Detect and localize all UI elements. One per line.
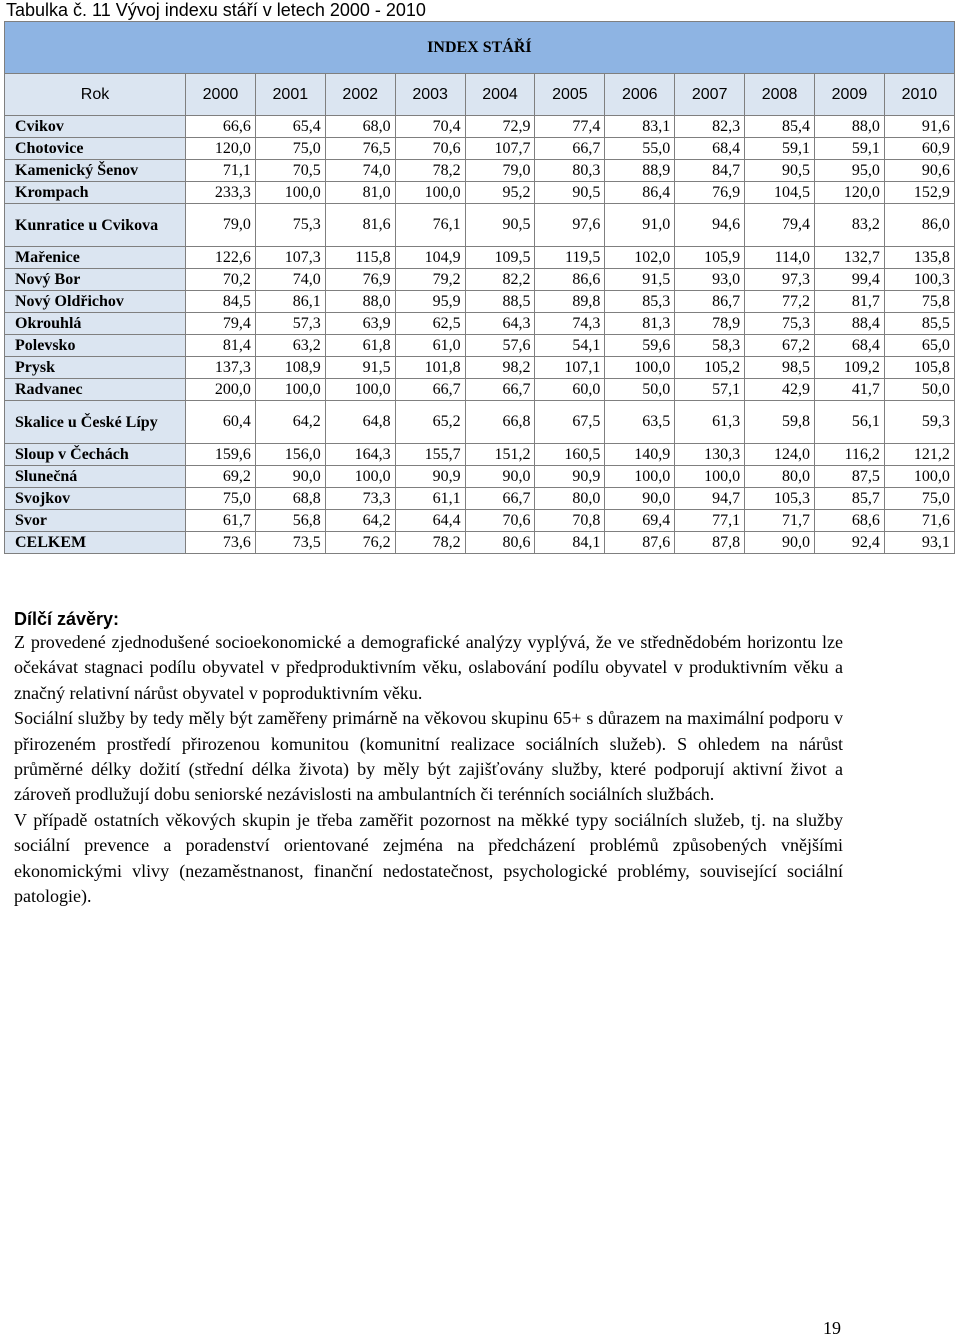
table-row (5, 532, 955, 554)
index-value-cell: 100,0 (325, 466, 395, 488)
index-value-cell: 79,0 (465, 160, 535, 182)
index-value-cell: 86,4 (605, 182, 675, 204)
index-value-cell: 81,6 (325, 204, 395, 247)
index-value-cell: 200,0 (186, 379, 256, 401)
index-value-cell: 97,6 (535, 204, 605, 247)
index-value-cell: 100,0 (605, 357, 675, 379)
index-value-cell: 135,8 (884, 247, 954, 269)
index-value-cell: 78,9 (675, 313, 745, 335)
index-value-cell: 70,2 (186, 269, 256, 291)
index-value-cell: 64,2 (325, 510, 395, 532)
index-value-cell: 65,0 (884, 335, 954, 357)
index-value-cell: 151,2 (465, 444, 535, 466)
index-value-cell: 119,5 (535, 247, 605, 269)
index-value-cell: 69,4 (605, 510, 675, 532)
index-value-cell: 59,8 (745, 401, 815, 444)
municipality-name: Sloup v Čechách (5, 444, 186, 466)
index-value-cell: 152,9 (884, 182, 954, 204)
index-value-cell: 63,5 (605, 401, 675, 444)
index-value-cell: 100,0 (675, 466, 745, 488)
index-value-cell: 160,5 (535, 444, 605, 466)
index-value-cell: 77,4 (535, 116, 605, 138)
index-value-cell: 90,0 (465, 466, 535, 488)
municipality-name: Kunratice u Cvikova (5, 204, 186, 247)
index-value-cell: 71,6 (884, 510, 954, 532)
index-value-cell: 80,6 (465, 532, 535, 554)
index-value-cell: 90,0 (605, 488, 675, 510)
index-value-cell: 60,9 (884, 138, 954, 160)
year-header-cell: 2010 (884, 74, 954, 116)
index-value-cell: 91,5 (605, 269, 675, 291)
index-value-cell: 61,7 (186, 510, 256, 532)
municipality-name: Cvikov (5, 116, 186, 138)
index-value-cell: 93,0 (675, 269, 745, 291)
index-value-cell: 70,6 (465, 510, 535, 532)
age-index-table (4, 21, 955, 554)
index-value-cell: 80,0 (745, 466, 815, 488)
index-value-cell: 61,3 (675, 401, 745, 444)
index-value-cell: 74,3 (535, 313, 605, 335)
index-value-cell: 50,0 (884, 379, 954, 401)
index-value-cell: 75,0 (884, 488, 954, 510)
index-value-cell: 41,7 (815, 379, 885, 401)
table-row (5, 444, 955, 466)
index-value-cell: 93,1 (884, 532, 954, 554)
table-body (5, 116, 955, 554)
conclusions-paragraph: Sociální služby by tedy měly být zaměřeny primárně na věkovou skupinu 65+ s důrazem na maximální podporu v přirozeném prostředí přirozenou komunitou (komunitní realizace sociálních služeb). S ohledem na nárůst průměrné délky dožití (střední délka života) by měly být zajišťovány služby, které podporují aktivní život a zároveň prodlužují dobu seniorské nezávislosti na ambulantních či terénních sociálních službách. (14, 708, 843, 805)
table-row (5, 379, 955, 401)
index-value-cell: 105,3 (745, 488, 815, 510)
index-value-cell: 107,7 (465, 138, 535, 160)
index-value-cell: 114,0 (745, 247, 815, 269)
index-value-cell: 84,1 (535, 532, 605, 554)
index-value-cell: 80,3 (535, 160, 605, 182)
index-value-cell: 65,2 (395, 401, 465, 444)
index-value-cell: 90,0 (745, 532, 815, 554)
conclusions-heading: Dílčí závěry: (14, 609, 120, 629)
index-value-cell: 66,7 (465, 488, 535, 510)
index-value-cell: 100,0 (605, 466, 675, 488)
index-value-cell: 86,6 (535, 269, 605, 291)
index-value-cell: 66,7 (535, 138, 605, 160)
index-value-cell: 104,5 (745, 182, 815, 204)
index-value-cell: 80,0 (535, 488, 605, 510)
index-value-cell: 75,3 (745, 313, 815, 335)
index-value-cell: 90,0 (255, 466, 325, 488)
table-row (5, 401, 955, 444)
index-value-cell: 95,9 (395, 291, 465, 313)
index-value-cell: 66,7 (465, 379, 535, 401)
index-value-cell: 70,5 (255, 160, 325, 182)
index-value-cell: 84,5 (186, 291, 256, 313)
index-value-cell: 87,8 (675, 532, 745, 554)
year-header-cell: 2007 (675, 74, 745, 116)
index-value-cell: 89,8 (535, 291, 605, 313)
index-value-cell: 90,5 (465, 204, 535, 247)
index-value-cell: 91,6 (884, 116, 954, 138)
index-value-cell: 67,5 (535, 401, 605, 444)
index-value-cell: 77,1 (675, 510, 745, 532)
table-row (5, 269, 955, 291)
index-value-cell: 65,4 (255, 116, 325, 138)
page-number: 19 (823, 1318, 841, 1338)
index-value-cell: 105,8 (884, 357, 954, 379)
index-value-cell: 56,8 (255, 510, 325, 532)
table-row (5, 204, 955, 247)
index-value-cell: 83,1 (605, 116, 675, 138)
index-value-cell: 57,3 (255, 313, 325, 335)
index-value-cell: 86,7 (675, 291, 745, 313)
index-value-cell: 61,0 (395, 335, 465, 357)
index-value-cell: 73,3 (325, 488, 395, 510)
index-value-cell: 64,8 (325, 401, 395, 444)
index-value-cell: 81,0 (325, 182, 395, 204)
index-value-cell: 120,0 (815, 182, 885, 204)
year-header-cell: 2006 (605, 74, 675, 116)
table-row (5, 247, 955, 269)
index-value-cell: 83,2 (815, 204, 885, 247)
index-value-cell: 81,3 (605, 313, 675, 335)
table-title: INDEX STÁŘÍ (5, 22, 955, 74)
index-value-cell: 90,9 (395, 466, 465, 488)
index-value-cell: 91,5 (325, 357, 395, 379)
year-header-cell: 2009 (815, 74, 885, 116)
year-header-cell: 2002 (325, 74, 395, 116)
index-value-cell: 88,5 (465, 291, 535, 313)
index-value-cell: 68,6 (815, 510, 885, 532)
table-row (5, 357, 955, 379)
index-value-cell: 88,0 (815, 116, 885, 138)
index-value-cell: 78,2 (395, 160, 465, 182)
index-value-cell: 71,1 (186, 160, 256, 182)
index-value-cell: 74,0 (325, 160, 395, 182)
index-value-cell: 59,6 (605, 335, 675, 357)
index-value-cell: 61,1 (395, 488, 465, 510)
index-value-cell: 56,1 (815, 401, 885, 444)
index-value-cell: 79,4 (745, 204, 815, 247)
municipality-name: Chotovice (5, 138, 186, 160)
conclusions-paragraph: V případě ostatních věkových skupin je třeba zaměřit pozornost na měkké typy sociálních služeb, tj. na služby sociální prevence a poradenství orientované zejména na předcházení problémů způsobených vnějšími ekonomickými vlivy (nezaměstnanost, finanční nedostatečnost, psychologické problémy, související sociální patologie). (14, 809, 843, 907)
index-value-cell: 55,0 (605, 138, 675, 160)
index-value-cell: 94,6 (675, 204, 745, 247)
index-value-cell: 109,5 (465, 247, 535, 269)
index-value-cell: 90,5 (535, 182, 605, 204)
index-value-cell: 95,2 (465, 182, 535, 204)
index-value-cell: 76,9 (675, 182, 745, 204)
index-value-cell: 105,2 (675, 357, 745, 379)
conclusions-paragraph: Z provedené zjednodušené socioekonomické a demografické analýzy vyplývá, že ve střednědobém horizontu lze očekávat stagnaci podílu obyvatel v předproduktivním věku, oslabování podílu obyvatel v produktivním věku a značný relativní nárůst obyvatel v poproduktivním věku. (14, 632, 843, 703)
index-value-cell: 95,0 (815, 160, 885, 182)
index-value-cell: 121,2 (884, 444, 954, 466)
index-value-cell: 75,8 (884, 291, 954, 313)
index-value-cell: 85,7 (815, 488, 885, 510)
year-header-cell: 2000 (186, 74, 256, 116)
index-value-cell: 132,7 (815, 247, 885, 269)
index-value-cell: 59,1 (745, 138, 815, 160)
index-value-cell: 76,5 (325, 138, 395, 160)
year-header-cell: 2001 (255, 74, 325, 116)
index-value-cell: 73,6 (186, 532, 256, 554)
index-value-cell: 76,9 (325, 269, 395, 291)
index-value-cell: 63,9 (325, 313, 395, 335)
index-value-cell: 115,8 (325, 247, 395, 269)
conclusions-section (14, 608, 843, 909)
index-value-cell: 120,0 (186, 138, 256, 160)
index-value-cell: 78,2 (395, 532, 465, 554)
index-value-cell: 99,4 (815, 269, 885, 291)
index-value-cell: 50,0 (605, 379, 675, 401)
index-value-cell: 104,9 (395, 247, 465, 269)
year-header-cell: 2004 (465, 74, 535, 116)
index-value-cell: 92,4 (815, 532, 885, 554)
table-row (5, 116, 955, 138)
index-value-cell: 85,4 (745, 116, 815, 138)
municipality-name: Nový Bor (5, 269, 186, 291)
index-value-cell: 100,0 (884, 466, 954, 488)
index-value-cell: 75,3 (255, 204, 325, 247)
index-value-cell: 100,0 (395, 182, 465, 204)
index-value-cell: 108,9 (255, 357, 325, 379)
index-value-cell: 140,9 (605, 444, 675, 466)
index-value-cell: 84,7 (675, 160, 745, 182)
index-value-cell: 82,2 (465, 269, 535, 291)
municipality-name: Nový Oldřichov (5, 291, 186, 313)
index-value-cell: 98,2 (465, 357, 535, 379)
index-value-cell: 76,2 (325, 532, 395, 554)
index-value-cell: 90,9 (535, 466, 605, 488)
index-value-cell: 88,4 (815, 313, 885, 335)
index-value-cell: 137,3 (186, 357, 256, 379)
index-value-cell: 59,1 (815, 138, 885, 160)
index-value-cell: 62,5 (395, 313, 465, 335)
index-value-cell: 159,6 (186, 444, 256, 466)
index-value-cell: 79,0 (186, 204, 256, 247)
year-header-cell: 2005 (535, 74, 605, 116)
index-value-cell: 72,9 (465, 116, 535, 138)
index-value-cell: 109,2 (815, 357, 885, 379)
index-value-cell: 57,1 (675, 379, 745, 401)
index-value-cell: 42,9 (745, 379, 815, 401)
index-value-cell: 87,5 (815, 466, 885, 488)
table-row (5, 182, 955, 204)
index-value-cell: 124,0 (745, 444, 815, 466)
index-value-cell: 81,7 (815, 291, 885, 313)
municipality-name: Svor (5, 510, 186, 532)
municipality-name: Radvanec (5, 379, 186, 401)
index-value-cell: 97,3 (745, 269, 815, 291)
year-label: Rok (5, 74, 186, 116)
index-value-cell: 85,5 (884, 313, 954, 335)
municipality-name: Svojkov (5, 488, 186, 510)
index-value-cell: 75,0 (255, 138, 325, 160)
index-value-cell: 88,0 (325, 291, 395, 313)
index-value-cell: 61,8 (325, 335, 395, 357)
index-value-cell: 107,3 (255, 247, 325, 269)
index-value-cell: 90,5 (745, 160, 815, 182)
index-value-cell: 156,0 (255, 444, 325, 466)
index-value-cell: 66,6 (186, 116, 256, 138)
index-value-cell: 105,9 (675, 247, 745, 269)
index-value-cell: 60,0 (535, 379, 605, 401)
table-row (5, 313, 955, 335)
index-value-cell: 94,7 (675, 488, 745, 510)
index-value-cell: 66,8 (465, 401, 535, 444)
index-value-cell: 85,3 (605, 291, 675, 313)
index-value-cell: 86,0 (884, 204, 954, 247)
index-value-cell: 66,7 (395, 379, 465, 401)
index-value-cell: 122,6 (186, 247, 256, 269)
index-value-cell: 67,2 (745, 335, 815, 357)
municipality-name: Okrouhlá (5, 313, 186, 335)
index-value-cell: 64,4 (395, 510, 465, 532)
index-value-cell: 88,9 (605, 160, 675, 182)
table-row (5, 138, 955, 160)
index-value-cell: 54,1 (535, 335, 605, 357)
municipality-name: Krompach (5, 182, 186, 204)
municipality-name: Skalice u České Lípy (5, 401, 186, 444)
table-row (5, 291, 955, 313)
index-value-cell: 64,3 (465, 313, 535, 335)
index-value-cell: 98,5 (745, 357, 815, 379)
index-value-cell: 233,3 (186, 182, 256, 204)
index-value-cell: 79,2 (395, 269, 465, 291)
index-value-cell: 100,0 (255, 182, 325, 204)
index-value-cell: 87,6 (605, 532, 675, 554)
municipality-name: Polevsko (5, 335, 186, 357)
index-value-cell: 75,0 (186, 488, 256, 510)
index-value-cell: 102,0 (605, 247, 675, 269)
year-header-row (5, 74, 955, 116)
municipality-name: Mařenice (5, 247, 186, 269)
year-header-cell: 2008 (745, 74, 815, 116)
index-value-cell: 60,4 (186, 401, 256, 444)
index-value-cell: 130,3 (675, 444, 745, 466)
index-value-cell: 76,1 (395, 204, 465, 247)
index-value-cell: 82,3 (675, 116, 745, 138)
table-caption: Tabulka č. 11 Vývoj indexu stáří v letech 2000 - 2010 (6, 0, 426, 20)
index-value-cell: 58,3 (675, 335, 745, 357)
index-value-cell: 74,0 (255, 269, 325, 291)
municipality-name: Slunečná (5, 466, 186, 488)
index-value-cell: 64,2 (255, 401, 325, 444)
index-value-cell: 79,4 (186, 313, 256, 335)
index-value-cell: 100,0 (255, 379, 325, 401)
index-value-cell: 68,4 (815, 335, 885, 357)
year-header-cell: 2003 (395, 74, 465, 116)
municipality-name: Kamenický Šenov (5, 160, 186, 182)
index-value-cell: 107,1 (535, 357, 605, 379)
table-row (5, 335, 955, 357)
index-value-cell: 116,2 (815, 444, 885, 466)
index-value-cell: 70,8 (535, 510, 605, 532)
municipality-name: Prysk (5, 357, 186, 379)
index-value-cell: 70,6 (395, 138, 465, 160)
index-value-cell: 68,4 (675, 138, 745, 160)
index-value-cell: 164,3 (325, 444, 395, 466)
index-value-cell: 63,2 (255, 335, 325, 357)
index-value-cell: 68,8 (255, 488, 325, 510)
index-value-cell: 71,7 (745, 510, 815, 532)
index-value-cell: 70,4 (395, 116, 465, 138)
index-value-cell: 73,5 (255, 532, 325, 554)
index-value-cell: 77,2 (745, 291, 815, 313)
index-value-cell: 81,4 (186, 335, 256, 357)
index-value-cell: 68,0 (325, 116, 395, 138)
index-value-cell: 90,6 (884, 160, 954, 182)
table-row (5, 488, 955, 510)
municipality-name: CELKEM (5, 532, 186, 554)
table-row (5, 160, 955, 182)
index-value-cell: 91,0 (605, 204, 675, 247)
index-value-cell: 101,8 (395, 357, 465, 379)
index-value-cell: 100,0 (325, 379, 395, 401)
index-value-cell: 69,2 (186, 466, 256, 488)
index-value-cell: 100,3 (884, 269, 954, 291)
index-value-cell: 57,6 (465, 335, 535, 357)
table-row (5, 510, 955, 532)
table-row (5, 466, 955, 488)
index-value-cell: 155,7 (395, 444, 465, 466)
index-value-cell: 86,1 (255, 291, 325, 313)
index-value-cell: 59,3 (884, 401, 954, 444)
